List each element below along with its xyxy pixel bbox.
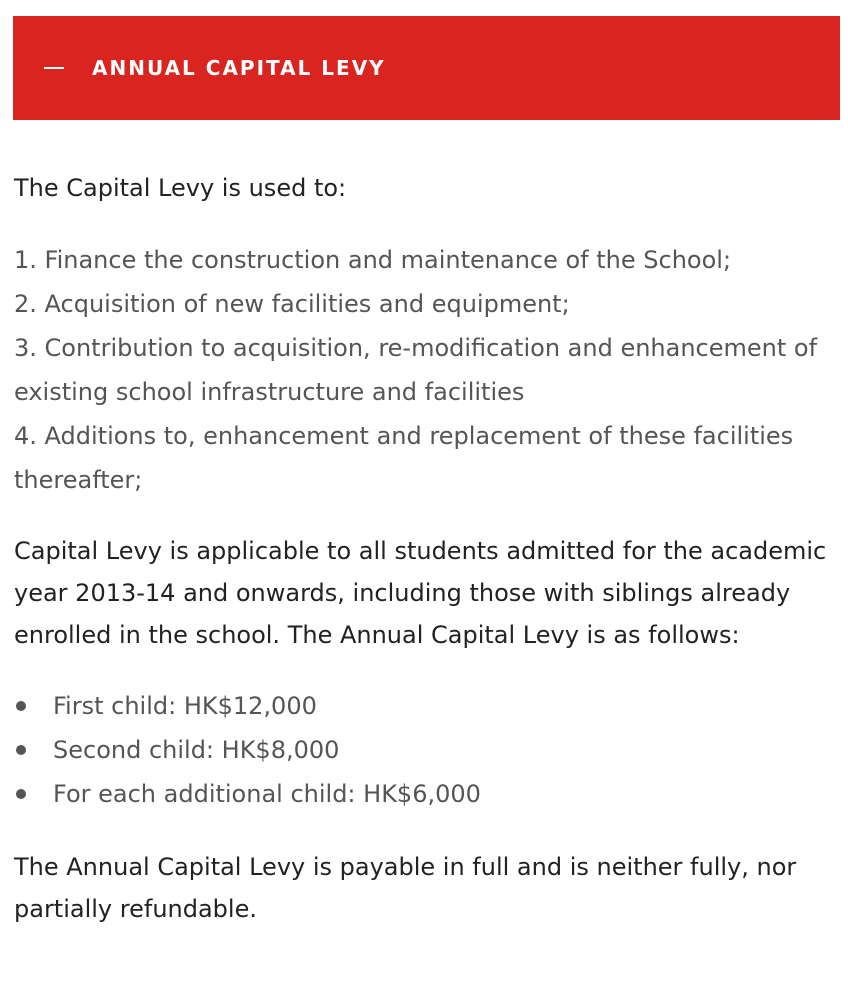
use-item: 2. Acquisition of new facilities and equipment; <box>14 290 570 318</box>
rate-item <box>14 684 834 728</box>
rate-text: First child: HK$12,000 <box>53 692 317 720</box>
accordion-content <box>14 166 834 930</box>
minus-icon <box>44 67 64 69</box>
bullet-icon <box>16 745 26 755</box>
accordion-title: ANNUAL CAPITAL LEVY <box>92 56 386 80</box>
applicability-text: Capital Levy is applicable to all students admitted for the academic year 2013-14 and onwards, including those with siblings already enrolled in the school. The Annual Capital Levy is as follows: <box>14 537 827 649</box>
use-item: 1. Finance the construction and maintenance of the School; <box>14 246 732 274</box>
uses-list <box>14 238 834 502</box>
rate-item <box>14 728 834 772</box>
accordion-header[interactable] <box>13 16 840 120</box>
accordion-annual-capital-levy <box>13 16 840 120</box>
bullet-icon <box>16 789 26 799</box>
bullet-icon <box>16 701 26 711</box>
intro-text: The Capital Levy is used to: <box>14 174 347 202</box>
rate-item <box>14 772 834 816</box>
refund-note: The Annual Capital Levy is payable in full and is neither fully, nor partially refundable. <box>14 853 797 923</box>
rate-text: For each additional child: HK$6,000 <box>53 780 481 808</box>
rates-list <box>14 684 834 816</box>
use-item: 3. Contribution to acquisition, re-modification and enhancement of existing school infrastructure and facilities <box>14 334 818 406</box>
use-item: 4. Additions to, enhancement and replacement of these facilities thereafter; <box>14 422 794 494</box>
rate-text: Second child: HK$8,000 <box>53 736 340 764</box>
